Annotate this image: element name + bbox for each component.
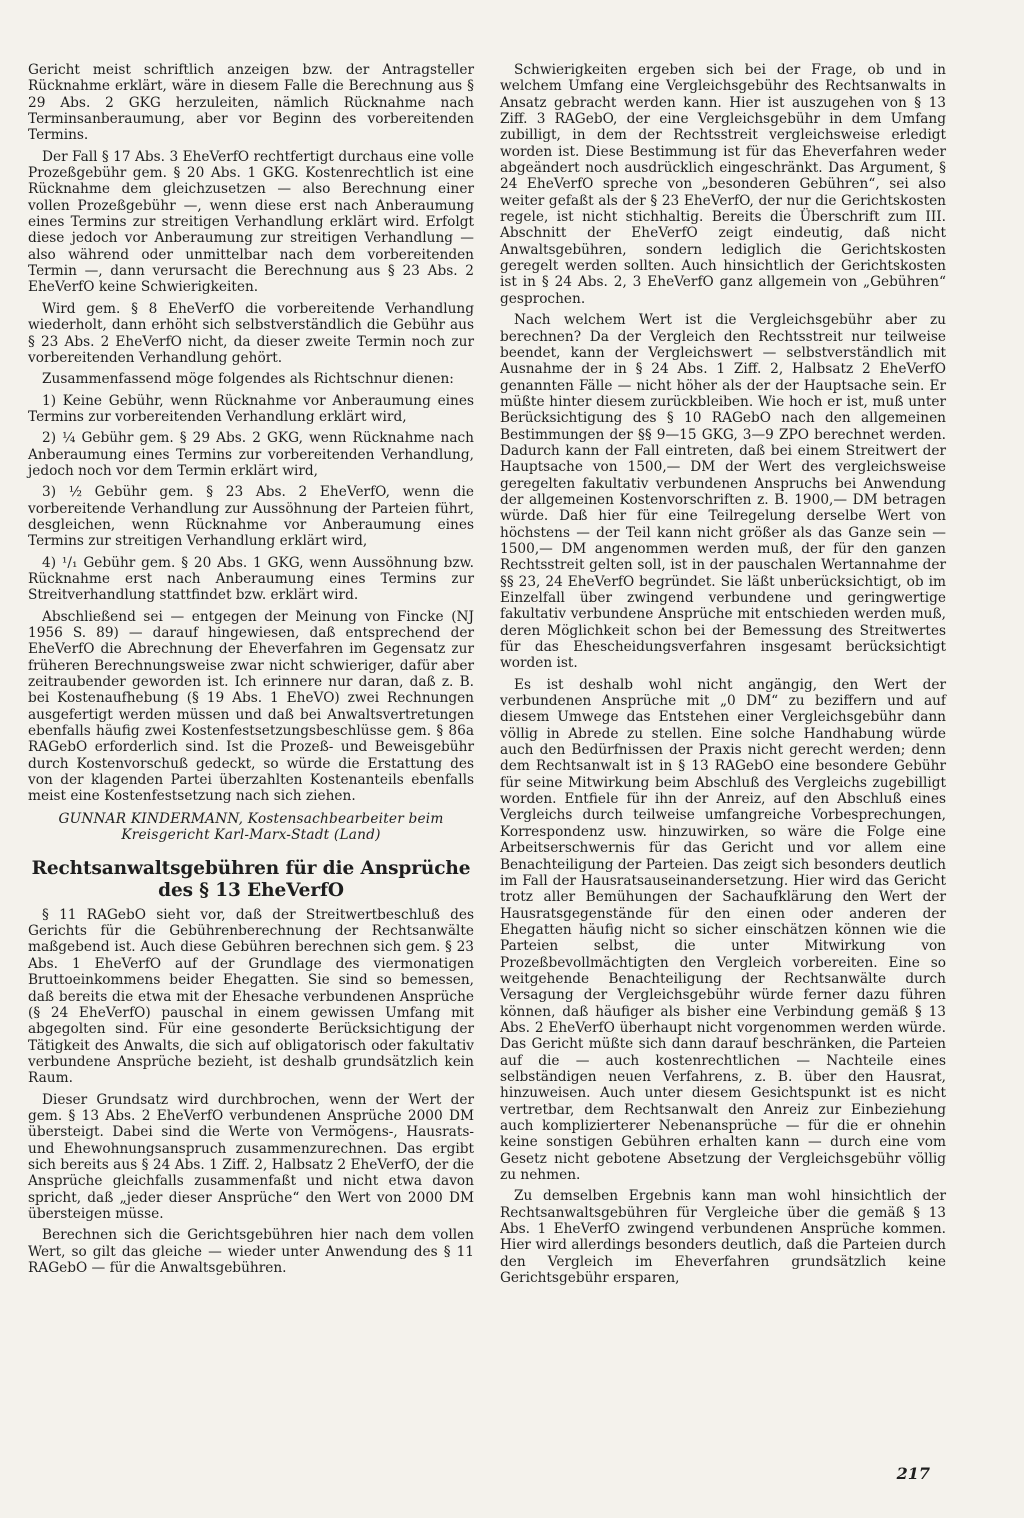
article-paragraph-2: Dieser Grundsatz wird durchbrochen, wenn der Wert der gem. § 13 Abs. 2 EheVerfO verbundenen Ansprüche 2000 DM übersteigt. Dabei sind die Werte von Vermögens-, Hausrats- und Ehewohnungsanspruch zusammenzurechnen. Das ergibt sich bereits aus § 24 Abs. 1 Ziff. 2, Halbsatz 2 EheVerfO, der die Ansprüche gleichfalls zusammenfaßt und nicht etwa davon spricht, daß „jeder dieser Ansprüche“ den Wert von 2000 DM übersteigen müsse. (28, 1091, 474, 1222)
article-title-line-2: des § 13 EheVerfO (158, 879, 344, 901)
list-item: 2) ¼ Gebühr gem. § 29 Abs. 2 GKG, wenn Rücknahme nach Anberaumung eines Termins zur vorbereitenden Verhandlung, jedoch noch vor dem Termin erklärt wird, (28, 430, 474, 479)
author-place: Kreisgericht Karl-Marx-Stadt (Land) (121, 827, 381, 844)
list-item: 3) ½ Gebühr gem. § 23 Abs. 2 EheVerfO, wenn die vorbereitende Verhandlung zur Aussöhnung der Parteien führt, desgleichen, wenn Rücknahme vor Anberaumung eines Termins zur streitigen Verhandlung erklärt wird, (28, 484, 474, 550)
article-title-line-1: Rechtsanwaltsgebühren für die Ansprüche (31, 857, 471, 879)
summary-intro: Zusammenfassend möge folgendes als Richtschnur dienen: (42, 371, 454, 388)
page-number: 217 (896, 1464, 930, 1483)
author-name: GUNNAR KINDERMANN, (58, 810, 244, 827)
article-title (28, 858, 474, 902)
list-item: 4) ¹/₁ Gebühr gem. § 20 Abs. 1 GKG, wenn Aussöhnung bzw. Rücknahme erst nach Anberaumung eines Termins zur Streitverhandlung stattfindet bzw. erklärt wird. (28, 554, 474, 604)
list-item: 1) Keine Gebühr, wenn Rücknahme vor Anberaumung eines Termins zur vorbereitenden Verhandlung erklärt wird, (28, 392, 474, 425)
article-paragraph-3: Berechnen sich die Gerichtsgebühren hier nach dem vollen Wert, so gilt das gleiche — wieder unter Anwendung des § 11 RAGebO — für die Anwaltsgebühren. (28, 1227, 474, 1276)
right-paragraph-2: Nach welchem Wert ist die Vergleichsgebühr aber zu berechnen? Da der Vergleich den Rechtsstreit nur teilweise beendet, kann der Vergleichswert — selbstverständlich mit Ausnahme der in § 24 Abs. 1 Ziff. 2, Halbsatz 2 EheVerfO genannten Fälle — nicht höher als der der Hauptsache sein. Er müßte hinter diesem zurückbleiben. Wie hoch er ist, muß unter Berücksichtigung des § 10 RAGebO nach den allgemeinen Bestimmungen der §§ 9—15 GKG, 3—9 ZPO berechnet werden. Dadurch kann der Fall eintreten, daß bei einem Streitwert der Hauptsache von 1500,— DM der Wert des vergleichsweise geregelten fakultativ verbundenen Anspruchs bei Anwendung der allgemeinen Kostenvorschriften z. B. 1900,— DM betragen würde. Daß hier für eine Teilregelung derselbe Wert von höchstens — der Teil kann nicht größer als das Ganze sein — 1500,— DM angenommen werden muß, der für den ganzen Rechtsstreit gelten soll, ist in der pauschalen Wertannahme der §§ 23, 24 EheVerfO begründet. Sie läßt unberücksichtigt, ob im Einzelfall über zwingend verbundene und geringwertige fakultativ verbundene Ansprüche mit entschieden werden muß, deren Möglichkeit schon bei der Bemessung des Streitwertes für das Ehescheidungsverfahren insgesamt berücksichtigt worden ist. (500, 312, 946, 672)
author-signature (28, 811, 474, 844)
paragraph-17-ehe-verfo: Der Fall § 17 Abs. 3 EheVerfO rechtfertigt durchaus eine volle Prozeßgebühr gem. § 20 Abs. 1 GKG. Kostenrechtlich ist eine Rücknahme dem gleichzusetzen — also Berechnung einer vollen Prozeßgebühr —, wenn diese erst nach Anberaumung eines Termins zur streitigen Verhandlung erklärt wird. Erfolgt diese jedoch vor Anberaumung zur streitigen Verhandlung — also während oder unmittelbar nach dem vorbereitenden Termin —, dann verursacht die Berechnung aus § 23 Abs. 2 EheVerfO keine Schwierigkeiten. (28, 148, 474, 296)
paragraph-8-ehe-verfo: Wird gem. § 8 EheVerfO die vorbereitende Verhandlung wiederholt, dann erhöht sich selbstverständlich die Gebühr aus § 23 Abs. 2 EheVerfO nicht, da dieser zweite Termin noch zur vorbereitenden Verhandlung gehört. (28, 300, 474, 366)
intro-continuation-paragraph: Gericht meist schriftlich anzeigen bzw. der Antragsteller Rücknahme erklärt, wäre in diesem Falle die Berechnung aus § 29 Abs. 2 GKG herzuleiten, nämlich Rücknahme nach Terminsanberaumung, aber vor Beginn des vorbereitenden Termins. (28, 62, 474, 144)
right-paragraph-4: Zu demselben Ergebnis kann man wohl hinsichtlich der Rechtsanwaltsgebühren für Vergleiche über die gemäß § 13 Abs. 1 EheVerfO zwingend verbundenen Ansprüche kommen. Hier wird allerdings besonders deutlich, daß die Parteien durch den Vergleich im Eheverfahren grundsätzlich keine Gerichtsgebühr ersparen, (500, 1188, 946, 1287)
right-column (500, 62, 946, 1291)
closing-paragraph: Abschließend sei — entgegen der Meinung von Fincke (NJ 1956 S. 89) — darauf hingewiesen, daß entsprechend der EheVerfO die Abrechnung der Eheverfahren im Gegensatz zur früheren Berechnungsweise zwar nicht schwieriger, dafür aber zeitraubender geworden ist. Ich erinnere nur daran, daß z. B. bei Kostenaufhebung (§ 19 Abs. 1 EheVO) zwei Rechnungen ausgefertigt werden müssen und daß bei Anwaltsvertretungen ebenfalls häufig zwei Kostenfestsetzungsbeschlüsse gem. § 86a RAGebO erforderlich sind. Ist die Prozeß- und Beweisgebühr durch Kostenvorschuß gedeckt, so würde die Erstattung des von der klagenden Partei überzahlten Kostenanteils ebenfalls meist eine Kostenfestsetzung nach sich ziehen. (28, 608, 474, 805)
author-role: Kostensachbearbeiter beim (247, 810, 444, 827)
right-paragraph-1: Schwierigkeiten ergeben sich bei der Frage, ob und in welchem Umfang eine Vergleichsgebühr des Rechtsanwalts in Ansatz gebracht werden kann. Hier ist auszugehen von § 13 Ziff. 3 RAGebO, der eine Vergleichsgebühr in dem Umfang zubilligt, in dem der Rechtsstreit vergleichsweise erledigt worden ist. Diese Bestimmung ist für das Eheverfahren weder abgeändert noch ausdrücklich eingeschränkt. Das Argument, § 24 EheVerfO spreche von „besonderen Gebühren“, sei also weiter gefaßt als der § 23 EheVerfO, der nur die Gerichtskosten regele, ist nicht stichhaltig. Bereits die Überschrift zum III. Abschnitt der EheVerfO zeigt eindeutig, daß nicht Anwaltsgebühren, sondern lediglich die Gerichtskosten geregelt werden sollten. Auch hinsichtlich der Gerichtskosten ist in § 24 Abs. 2, 3 EheVerfO ganz allgemein von „Gebühren“ gesprochen. (500, 62, 946, 307)
left-column (28, 62, 474, 1281)
article-paragraph-1: § 11 RAGebO sieht vor, daß der Streitwertbeschluß des Gerichts für die Gebührenberechnung der Rechtsanwälte maßgebend ist. Auch diese Gebühren berechnen sich gem. § 23 Abs. 1 EheVerfO auf der Grundlage des viermonatigen Bruttoeinkommens beider Ehegatten. Sie sind so bemessen, daß bereits die etwa mit der Ehesache verbundenen Ansprüche (§ 24 EheVerfO) pauschal in einem gewissen Umfang mit abgegolten sind. Für eine gesonderte Berücksichtigung der Tätigkeit des Anwalts, die sich auf obligatorisch oder fakultativ verbundene Ansprüche bezieht, ist deshalb grundsätzlich kein Raum. (28, 906, 474, 1087)
right-paragraph-3: Es ist deshalb wohl nicht angängig, den Wert der verbundenen Ansprüche mit „0 DM“ zu beziffern und auf diesem Umwege das Entstehen einer Vergleichsgebühr dann völlig in Abrede zu stellen. Eine solche Handhabung würde auch den Bedürfnissen der Praxis nicht gerecht werden; denn dem Rechtsanwalt ist in § 13 RAGebO eine besondere Gebühr für seine Mitwirkung beim Abschluß des Vergleichs zugebilligt worden. Entfiele für ihn der Anreiz, auf den Abschluß eines Vergleichs durch teilweise umfangreiche Vorbesprechungen, Korrespondenz usw. hinzuwirken, so wäre die Folge eine Arbeitserschwernis für das Gericht und vor allem eine Benachteiligung der Parteien. Das zeigt sich besonders deutlich im Fall der Hausratsauseinandersetzung. Hier wird das Gericht trotz aller Bemühungen der Sachaufklärung den Wert der Hausratsgegenstände für den einen oder anderen der Ehegatten häufig nicht so sicher einschätzen können wie die Parteien selbst, die unter Mitwirkung von Prozeßbevollmächtigten den Vergleich vorbereiten. Eine so weitgehende Benachteiligung der Rechtsanwälte durch Versagung der Vergleichsgebühr würde ferner dazu führen können, daß häufiger als bisher eine Verbindung gemäß § 13 Abs. 2 EheVerfO überhaupt nicht vorgenommen werden würde. Das Gericht müßte sich dann darauf beschränken, die Parteien auf die — auch kostenrechtlichen — Nachteile eines selbständigen neuen Verfahrens, z. B. über den Hausrat, hinzuweisen. Auch unter diesem Gesichtspunkt ist es nicht vertretbar, dem Rechtsanwalt den Anreiz zur Einbeziehung auch komplizierterer Nebenansprüche — für die er ohnehin keine sonstigen Gebühren erhalten kann — durch eine vom Gesetz nicht gebotene Absetzung der Vergleichsgebühr völlig zu nehmen. (500, 676, 946, 1184)
